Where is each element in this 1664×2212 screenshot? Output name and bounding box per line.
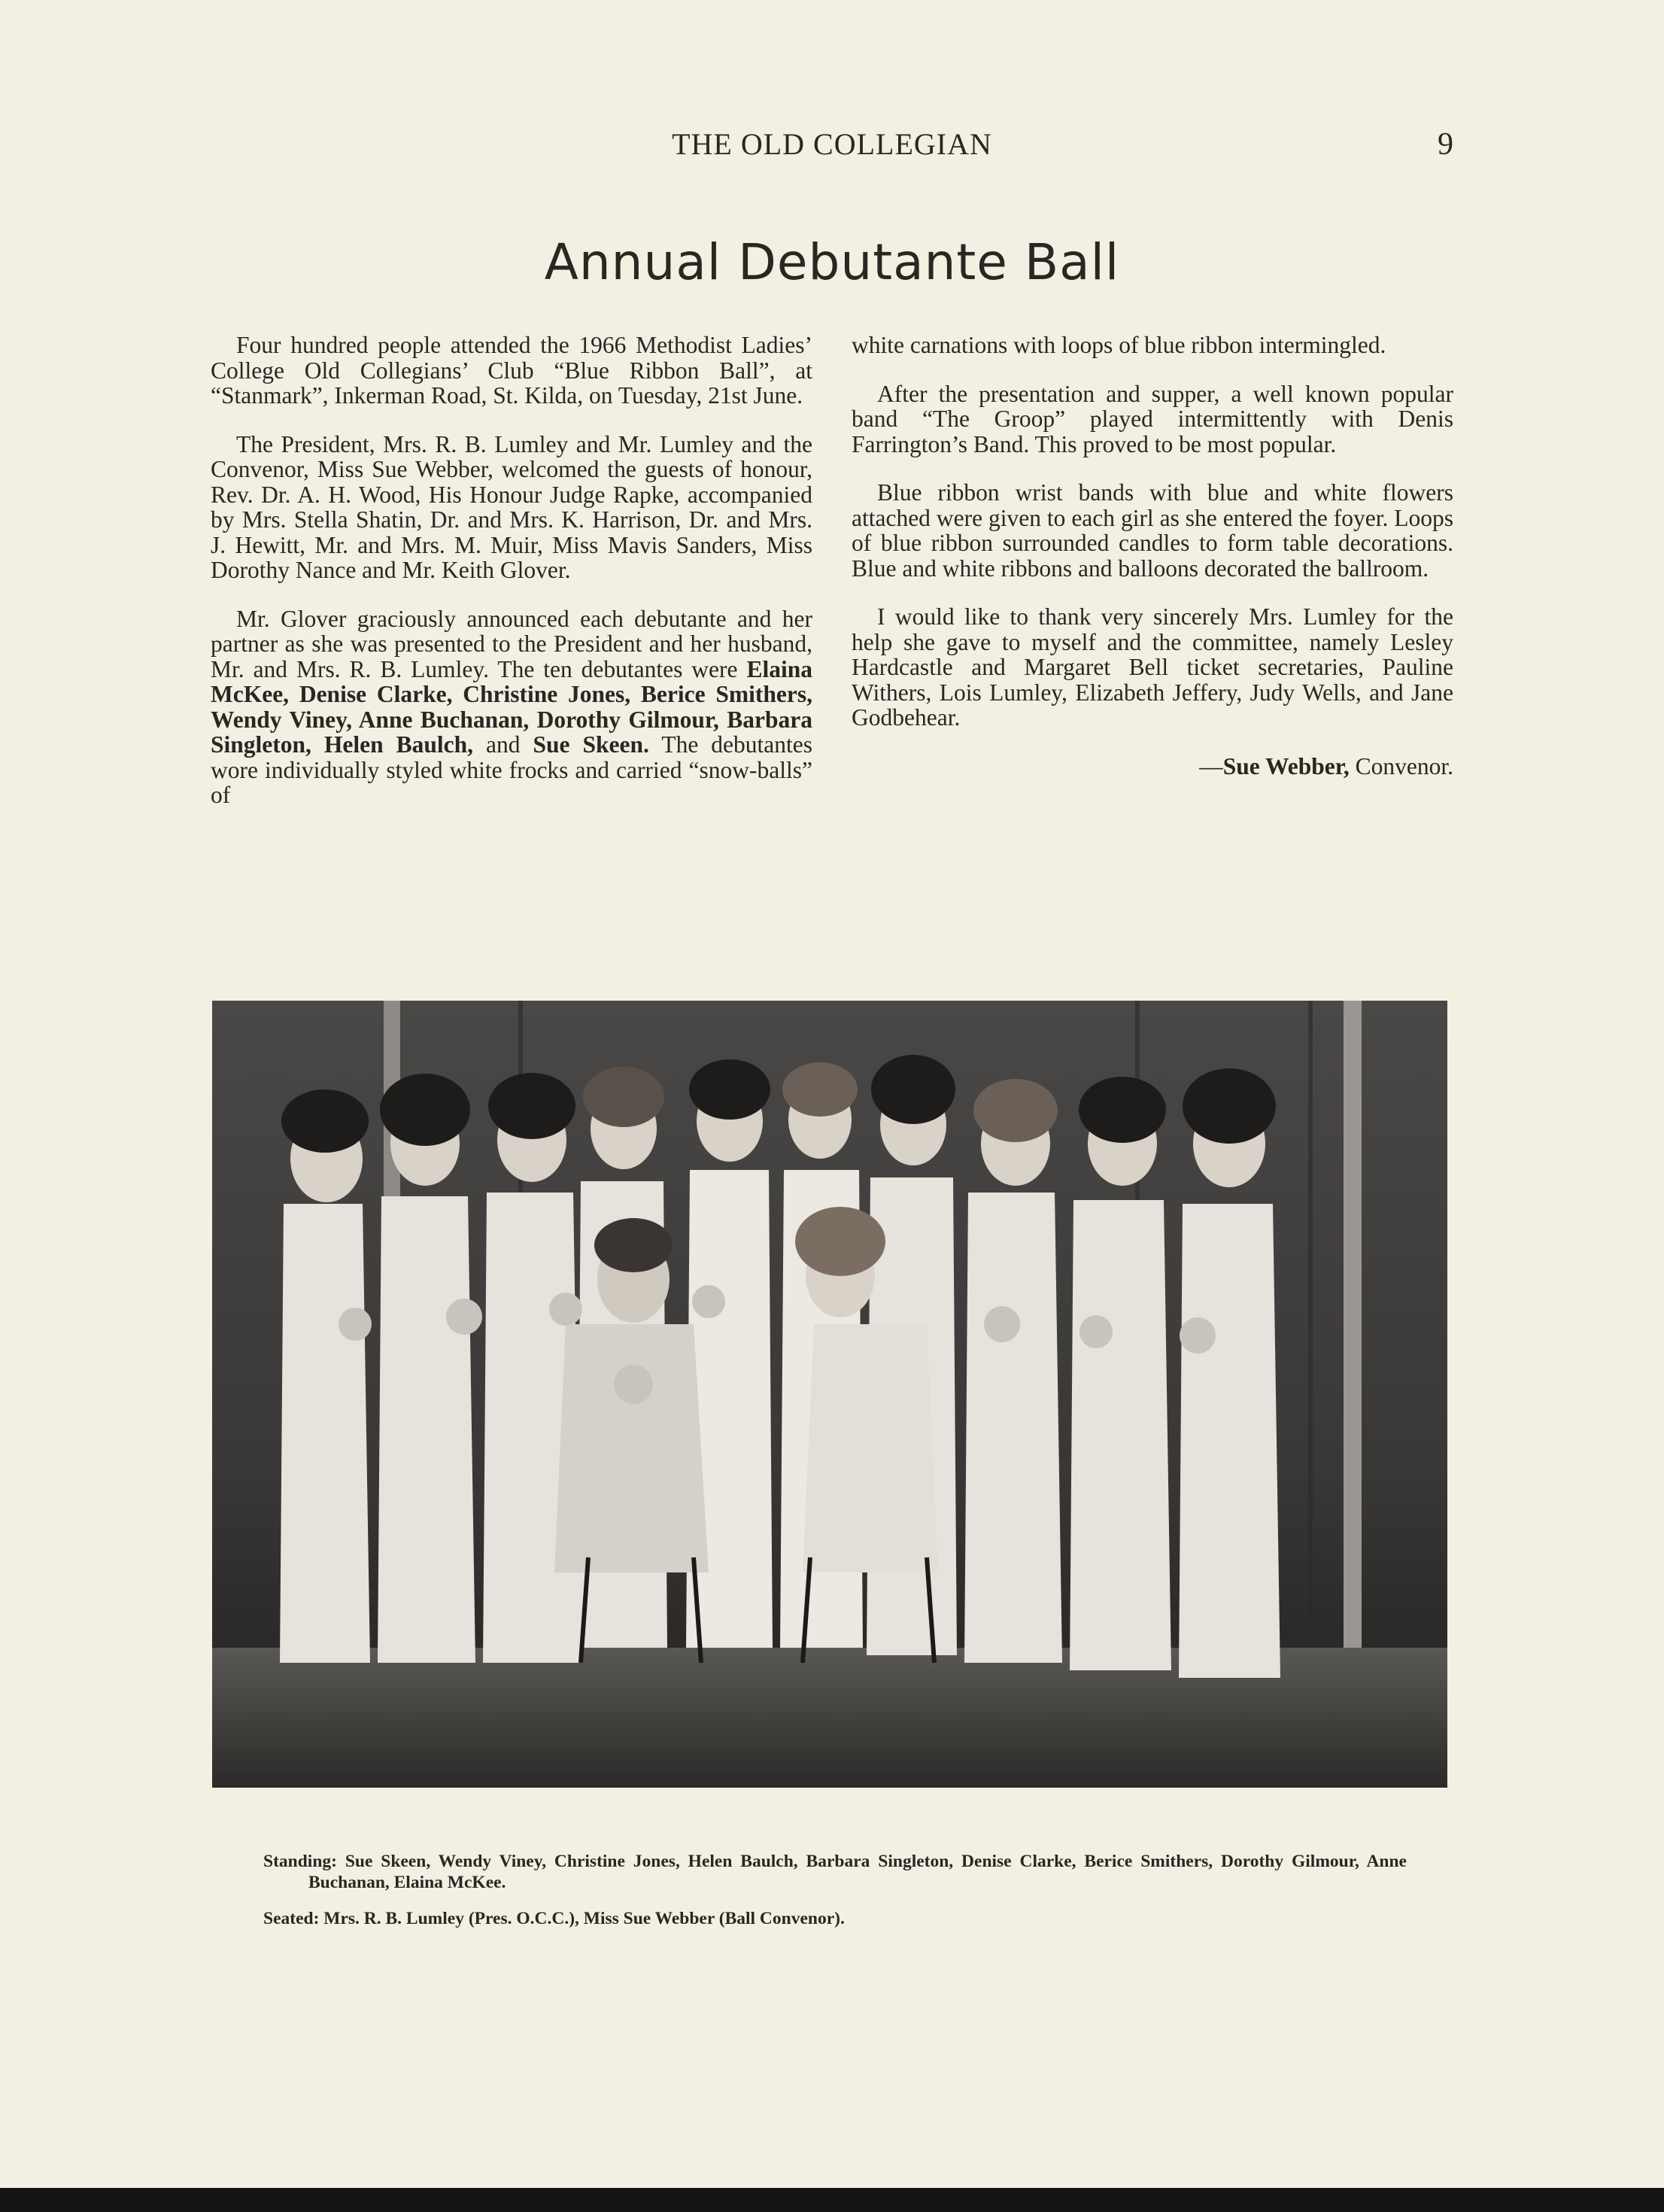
page-number: 9 bbox=[1438, 127, 1453, 162]
right-column bbox=[852, 333, 1453, 779]
figure-1 bbox=[280, 1089, 370, 1663]
paragraph-band: After the presentation and supper, a well known popular band “The Groop” played intermittently with Denis Farrington’s Band. This proved to be most popular. bbox=[852, 380, 1453, 457]
paragraph-debutantes bbox=[211, 606, 812, 808]
paragraph-thanks: I would like to thank very sincerely Mrs. Lumley for the help she gave to myself and the committee, namely Lesley Hardcastle and Margaret Bell ticket secretaries, Pauline Withers, Lois Lumley, Elizabeth Jeffery, Judy Wells, and Jane Godbehear. bbox=[852, 603, 1453, 731]
group-photo bbox=[212, 1001, 1447, 1788]
debutantes-tail: The debutantes wore individually styled white frocks and carried “snow-balls” of bbox=[211, 731, 812, 808]
signature-dash: — bbox=[1199, 752, 1223, 779]
debutante-names: Elaina McKee, Denise Clarke, Christine Jones, Berice Smithers, Wendy Viney, Anne Buchanan, Dorothy Gilmour, Barbara Singleton, Helen Baulch, bbox=[211, 655, 812, 758]
paragraph-guests: The President, Mrs. R. B. Lumley and Mr. Lumley and the Convenor, Miss Sue Webber, welcomed the guests of honour, Rev. Dr. A. H. Wood, His Honour Judge Rapke, accompanied by Mrs. Stella Shatin, Dr. and Mrs. K. Harrison, Dr. and Mrs. J. Hewitt, Mr. and Mrs. M. Muir, Miss Mavis Sanders, Miss Dorothy Nance and Mr. Keith Glover. bbox=[211, 430, 812, 583]
scan-edge-bar bbox=[0, 2188, 1664, 2212]
wall-pillar-right bbox=[1344, 1001, 1362, 1663]
page-header bbox=[0, 126, 1664, 172]
signature-role: Convenor. bbox=[1349, 752, 1453, 779]
left-column bbox=[211, 333, 812, 831]
article-title: Annual Debutante Ball bbox=[544, 233, 1120, 291]
group-photo-illustration bbox=[212, 1001, 1447, 1788]
paragraph-attendance: Four hundred people attended the 1966 Methodist Ladies’ College Old Collegians’ Club “Blue Ribbon Ball”, at “Stanmark”, Inkerman Road, St. Kilda, on Tuesday, 21st June. bbox=[211, 332, 812, 409]
paragraph-decorations: Blue ribbon wrist bands with blue and white flowers attached were given to each girl as she entered the foyer. Loops of blue ribbon surrounded candles to form table decorations. Blue and white ribbons and balloons decorated the ballroom. bbox=[852, 479, 1453, 582]
signature-name: Sue Webber, bbox=[1222, 752, 1350, 779]
photo-caption bbox=[263, 1851, 1407, 1929]
running-title: THE OLD COLLEGIAN bbox=[672, 127, 992, 161]
paragraph-continuation: white carnations with loops of blue ribbon intermingled. bbox=[852, 332, 1386, 358]
debutantes-joiner: and bbox=[473, 731, 533, 758]
caption-standing: Standing: Sue Skeen, Wendy Viney, Christine Jones, Helen Baulch, Barbara Singleton, Denise Clarke, Berice Smithers, Dorothy Gilmour, Anne Buchanan, Elaina McKee. bbox=[263, 1852, 1407, 1892]
caption-seated: Seated: Mrs. R. B. Lumley (Pres. O.C.C.), Miss Sue Webber (Ball Convenor). bbox=[263, 1909, 845, 1928]
debutante-last-name: Sue Skeen. bbox=[533, 731, 649, 758]
signature bbox=[852, 754, 1453, 779]
debutantes-lead: Mr. Glover graciously announced each debutante and her partner as she was presented to the President and her husband, Mr. and Mrs. R. B. Lumley. The ten debutantes were bbox=[211, 605, 812, 682]
